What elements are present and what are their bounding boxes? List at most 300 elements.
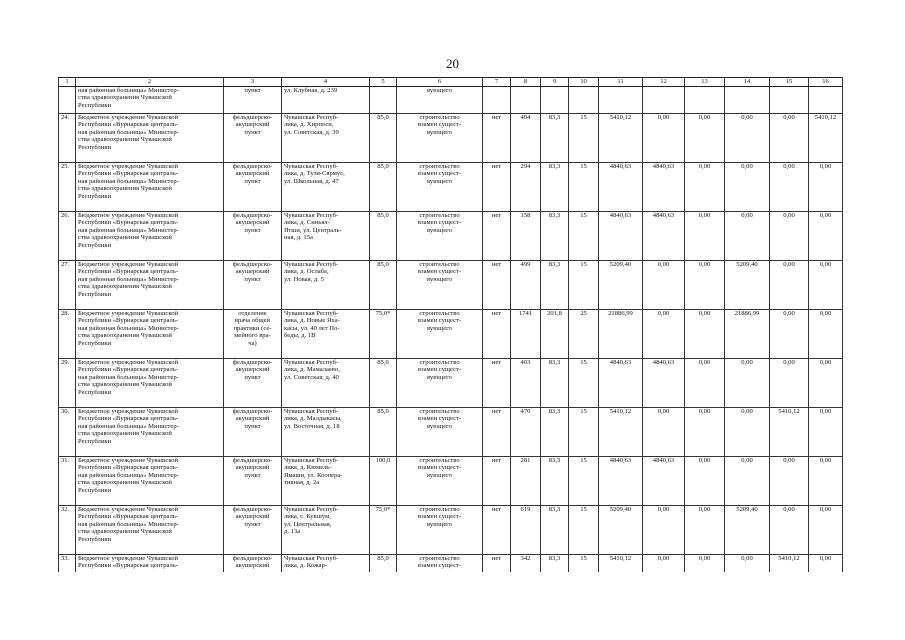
cost-col-15: 0,00 (770, 261, 809, 310)
work-type-line: взамен сущест- (417, 562, 462, 570)
work-type-line: строительство (419, 359, 460, 366)
cost-col-16: 0,00 (809, 457, 843, 506)
work-type (397, 359, 483, 408)
cost-col-16: 0,00 (809, 163, 843, 212)
organization-name-line: Республики «Вурнарская централь- (78, 317, 179, 325)
table-row (59, 506, 843, 555)
organization-name (76, 310, 224, 359)
organization-name (76, 408, 224, 457)
facility-type (224, 212, 282, 261)
years-value: 15 (569, 457, 599, 506)
wear-percent: 85,0 (370, 359, 397, 408)
work-type-line: вующего (427, 422, 452, 430)
facility-address-line: лика, д. Кюмель- (284, 464, 332, 472)
organization-name-line: ства здравоохранения Чувашской (78, 381, 172, 389)
organization-name-line: ная районная больница» Министер- (78, 373, 179, 381)
facility-type-line: мейного вра- (234, 332, 271, 340)
facility-type-line: акушерский (235, 513, 270, 521)
cost-col-16: 0,00 (809, 261, 843, 310)
years-value: 15 (569, 261, 599, 310)
facility-address-line: Чувашская Респуб- (284, 506, 339, 513)
work-type-line: взамен сущест- (417, 268, 462, 276)
table-body (59, 78, 843, 572)
organization-name-line: ная районная больница» Министер- (78, 275, 179, 283)
years-value: 15 (569, 212, 599, 261)
column-number-8: 8 (511, 78, 541, 87)
column-number-9: 9 (541, 78, 569, 87)
row-number: 28. (59, 310, 76, 359)
area-value: 83,3 (541, 359, 569, 408)
flag-value: нет (483, 310, 511, 359)
facility-type-line: врача общей (234, 317, 271, 325)
total-cost: 5209,40 (599, 261, 643, 310)
cost-col-15: 0,00 (770, 163, 809, 212)
cost-col-16: 0,00 (809, 310, 843, 359)
cost-col-16 (809, 87, 843, 114)
cost-col-15: 0,00 (770, 212, 809, 261)
facility-type (224, 408, 282, 457)
facility-type-line: пункт (244, 128, 261, 136)
organization-name-line: Республики «Вурнарская централь- (78, 464, 179, 472)
work-type-line: вующего (427, 128, 452, 136)
organization-name (76, 506, 224, 555)
area-value: 83,3 (541, 506, 569, 555)
facility-address-line: Чувашская Респуб- (284, 408, 339, 415)
organization-name-line: Бюджетное учреждение Чувашской (78, 212, 179, 219)
work-type (397, 310, 483, 359)
organization-name-line: ства здравоохранения Чувашской (78, 94, 172, 102)
facility-type-line: акушерский (235, 219, 270, 227)
work-type-line: строительство (419, 408, 460, 415)
work-type (397, 212, 483, 261)
row-number: 24. (59, 114, 76, 163)
cost-col-14: 0,00 (725, 212, 770, 261)
organization-name-line: Республики «Вурнарская централь- (78, 415, 179, 423)
column-number-6: 6 (397, 78, 483, 87)
wear-percent: 100,0 (370, 457, 397, 506)
facility-type-line: ча) (248, 339, 257, 347)
work-type-line: взамен сущест- (417, 513, 462, 521)
flag-value: нет (483, 457, 511, 506)
column-number-row (59, 78, 843, 87)
cost-col-16: 5410,12 (809, 114, 843, 163)
wear-percent: 85,0 (370, 114, 397, 163)
facility-type-line: фельдшерско- (232, 261, 273, 268)
organization-name-line: ная районная больница» Министер- (78, 471, 179, 479)
organization-name-line: Бюджетное учреждение Чувашской (78, 506, 179, 513)
facility-address (282, 408, 370, 457)
table-row (59, 261, 843, 310)
organization-name-line: Бюджетное учреждение Чувашской (78, 359, 179, 366)
facility-type-line: пункт (244, 275, 261, 283)
population-value: 499 (511, 261, 541, 310)
total-cost: 4840,63 (599, 212, 643, 261)
facility-address-line: лика, д. Синьял- (284, 219, 330, 227)
flag-value: нет (483, 114, 511, 163)
facility-address-line: ул. Новая, д. 5 (284, 275, 324, 283)
facility-address-line: тивная, д. 2а (284, 479, 320, 487)
facility-address-line: лика, д. Хирпоси, (284, 121, 334, 129)
organization-name-line: ная районная больница» Министер- (78, 128, 179, 136)
work-type (397, 506, 483, 555)
row-number: 30. (59, 408, 76, 457)
facility-address-line: Чувашская Респуб- (284, 310, 339, 317)
organization-name (76, 261, 224, 310)
population-value: 294 (511, 163, 541, 212)
facility-type-line: пункт (244, 422, 261, 430)
flag-value: нет (483, 506, 511, 555)
total-cost: 4840,63 (599, 359, 643, 408)
facility-type (224, 163, 282, 212)
table-row (59, 555, 843, 572)
total-cost: 21886,99 (599, 310, 643, 359)
years-value: 15 (569, 555, 599, 572)
organization-name-line: Республики (78, 101, 112, 109)
row-number: 32. (59, 506, 76, 555)
cost-col-13: 0,00 (685, 408, 725, 457)
table-row (59, 457, 843, 506)
work-type-line: вующего (427, 87, 452, 94)
cost-col-14: 0,00 (725, 359, 770, 408)
facility-address (282, 114, 370, 163)
column-number-4: 4 (282, 78, 370, 87)
cost-col-15 (770, 87, 809, 114)
population-value: 158 (511, 212, 541, 261)
cost-col-16: 0,00 (809, 408, 843, 457)
organization-name (76, 114, 224, 163)
organization-name (76, 359, 224, 408)
facility-address-line: беды, д. 1В (284, 332, 316, 340)
organization-name-line: Республики (78, 437, 112, 445)
cost-col-14: 0,00 (725, 457, 770, 506)
organization-name-line: Бюджетное учреждение Чувашской (78, 457, 179, 464)
cost-col-15: 5410,12 (770, 555, 809, 572)
flag-value (483, 87, 511, 114)
table-row (59, 87, 843, 114)
total-cost: 5410,12 (599, 408, 643, 457)
years-value: 15 (569, 359, 599, 408)
years-value: 15 (569, 163, 599, 212)
column-number-12: 12 (643, 78, 685, 87)
facility-address (282, 87, 370, 114)
total-cost: 4840,63 (599, 457, 643, 506)
facility-type-line: фельдшерско- (232, 212, 273, 219)
facility-type-line: акушерский (235, 415, 270, 423)
cost-col-16: 0,00 (809, 359, 843, 408)
work-type-line: вующего (427, 226, 452, 234)
facility-address-line: ул. Центральная, (284, 520, 332, 528)
facility-type-line: пункт (244, 520, 261, 528)
facility-type-line: пункт (244, 87, 261, 94)
organization-name-line: ства здравоохранения Чувашской (78, 528, 172, 536)
facility-type (224, 310, 282, 359)
facility-address-line: ул. Восточная, д. 18 (284, 422, 340, 430)
total-cost: 4840,63 (599, 163, 643, 212)
wear-percent: 85,0 (370, 555, 397, 572)
cost-col-13: 0,00 (685, 359, 725, 408)
facility-address-line: Чувашская Респуб- (284, 163, 339, 170)
wear-percent: 85,0 (370, 212, 397, 261)
cost-col-13: 0,00 (685, 506, 725, 555)
cost-col-14: 5209,40 (725, 506, 770, 555)
organization-name-line: Республики (78, 388, 112, 396)
cost-col-13: 0,00 (685, 261, 725, 310)
row-number (59, 87, 76, 114)
facility-address-line: Ямаши, ул. Коопера- (284, 471, 343, 479)
years-value (569, 87, 599, 114)
column-number-5: 5 (370, 78, 397, 87)
facility-type (224, 555, 282, 572)
facility-type-line: фельдшерско- (232, 555, 273, 562)
facility-type (224, 261, 282, 310)
organization-name-line: Бюджетное учреждение Чувашской (78, 408, 179, 415)
work-type-line: строительство (419, 163, 460, 170)
total-cost (599, 87, 643, 114)
cost-col-12: 0,00 (643, 408, 685, 457)
population-value (511, 87, 541, 114)
work-type (397, 261, 483, 310)
cost-col-13: 0,00 (685, 114, 725, 163)
facility-address (282, 261, 370, 310)
cost-col-14: 0,00 (725, 114, 770, 163)
total-cost: 5410,12 (599, 114, 643, 163)
organization-name-line: ная районная больница» Министер- (78, 422, 179, 430)
cost-col-15: 0,00 (770, 359, 809, 408)
cost-col-14: 0,00 (725, 163, 770, 212)
work-type-line: взамен сущест- (417, 219, 462, 227)
organization-name-line: Республики «Вурнарская централь- (78, 219, 179, 227)
cost-col-15: 0,00 (770, 457, 809, 506)
column-number-15: 15 (770, 78, 809, 87)
facility-type-line: фельдшерско- (232, 506, 273, 513)
cost-col-12: 0,00 (643, 555, 685, 572)
column-number-2: 2 (76, 78, 224, 87)
work-type (397, 163, 483, 212)
facility-type-line: акушерский (235, 562, 270, 570)
organization-name-line: Республики «Вурнарская централь- (78, 268, 179, 276)
total-cost: 5410,12 (599, 555, 643, 572)
column-number-13: 13 (685, 78, 725, 87)
facility-type-line: пункт (244, 226, 261, 234)
cost-col-15: 0,00 (770, 506, 809, 555)
facility-address-line: Чувашская Респуб- (284, 555, 339, 562)
organization-name-line: Республики (78, 290, 112, 298)
table-row (59, 359, 843, 408)
organization-name-line: ная районная больница» Министер- (78, 520, 179, 528)
cost-col-12: 0,00 (643, 310, 685, 359)
flag-value: нет (483, 163, 511, 212)
cost-col-13: 0,00 (685, 212, 725, 261)
flag-value: нет (483, 359, 511, 408)
area-value: 83,3 (541, 261, 569, 310)
facility-type-line: фельдшерско- (232, 359, 273, 366)
facility-type-line: пункт (244, 177, 261, 185)
column-number-1: 1 (59, 78, 76, 87)
facility-type-line: акушерский (235, 170, 270, 178)
organization-name-line: Республики «Вурнарская централь- (78, 121, 179, 129)
organization-name-line: Республики (78, 192, 112, 200)
facility-type (224, 87, 282, 114)
work-type-line: вующего (427, 520, 452, 528)
cost-col-12 (643, 87, 685, 114)
work-type (397, 87, 483, 114)
organization-name-line: Республики (78, 241, 112, 249)
work-type-line: строительство (419, 261, 460, 268)
facility-address-line: Чувашская Респуб- (284, 457, 339, 464)
facility-address-line: Ятши, ул. Централь- (284, 226, 342, 234)
column-number-10: 10 (569, 78, 599, 87)
row-number: 31. (59, 457, 76, 506)
work-type-line: взамен сущест- (417, 317, 462, 325)
area-value (541, 87, 569, 114)
facility-address (282, 506, 370, 555)
row-number: 26. (59, 212, 76, 261)
facility-type-line: фельдшерско- (232, 114, 273, 121)
cost-col-14: 21886,99 (725, 310, 770, 359)
work-type (397, 114, 483, 163)
page-number: 20 (446, 56, 459, 71)
facility-type-line: акушерский (235, 366, 270, 374)
flag-value: нет (483, 212, 511, 261)
work-type-line: вующего (427, 177, 452, 185)
organization-name-line: ная районная больница» Министер- (78, 324, 179, 332)
organization-name-line: Бюджетное учреждение Чувашской (78, 163, 179, 170)
facility-type-line: практики (се- (233, 324, 272, 332)
cost-col-15: 0,00 (770, 310, 809, 359)
row-number: 33. (59, 555, 76, 572)
area-value: 83,3 (541, 555, 569, 572)
facility-address-line: Чувашская Респуб- (284, 114, 339, 121)
organization-name-line: ная районная больница» Министер- (78, 177, 179, 185)
work-type-line: строительство (419, 506, 460, 513)
facility-address-line: лика, д. Ослаба, (284, 268, 329, 276)
population-value: 404 (511, 114, 541, 163)
work-type-line: строительство (419, 555, 460, 562)
flag-value: нет (483, 555, 511, 572)
facility-address-line: лика, д. Тузи-Сярмус, (284, 170, 345, 178)
facility-register-table (58, 77, 843, 572)
table-row (59, 163, 843, 212)
years-value: 15 (569, 506, 599, 555)
organization-name-line: Республики (78, 486, 112, 494)
facility-type-line: фельдшерско- (232, 163, 273, 170)
facility-address-line: ная, д. 15а (284, 234, 313, 242)
facility-type-line: акушерский (235, 121, 270, 129)
facility-type (224, 506, 282, 555)
organization-name (76, 163, 224, 212)
work-type (397, 555, 483, 572)
population-value: 403 (511, 359, 541, 408)
cost-col-16: 0,00 (809, 555, 843, 572)
area-value: 83,3 (541, 212, 569, 261)
facility-type-line: пункт (244, 373, 261, 381)
cost-col-16: 0,00 (809, 506, 843, 555)
facility-type-line: пункт (244, 471, 261, 479)
work-type-line: строительство (419, 114, 460, 121)
area-value: 83,3 (541, 114, 569, 163)
column-number-14: 14 (725, 78, 770, 87)
population-value: 342 (511, 555, 541, 572)
facility-address (282, 310, 370, 359)
work-type-line: взамен сущест- (417, 121, 462, 129)
organization-name (76, 87, 224, 114)
work-type-line: взамен сущест- (417, 170, 462, 178)
facility-type-line: отделение (238, 310, 267, 317)
organization-name-line: Республики (78, 535, 112, 543)
organization-name (76, 212, 224, 261)
organization-name-line: ства здравоохранения Чувашской (78, 430, 172, 438)
population-value: 619 (511, 506, 541, 555)
wear-percent: 85,0 (370, 261, 397, 310)
cost-col-12: 0,00 (643, 261, 685, 310)
work-type-line: строительство (419, 212, 460, 219)
flag-value: нет (483, 261, 511, 310)
total-cost: 5209,40 (599, 506, 643, 555)
population-value: 1741 (511, 310, 541, 359)
facility-address-line: касы, ул. 40 лет По- (284, 324, 340, 332)
table-row (59, 408, 843, 457)
work-type-line: взамен сущест- (417, 415, 462, 423)
years-value: 25 (569, 310, 599, 359)
facility-type-line: акушерский (235, 464, 270, 472)
table-row (59, 310, 843, 359)
organization-name-line: Бюджетное учреждение Чувашской (78, 114, 179, 121)
cost-col-16: 0,00 (809, 212, 843, 261)
facility-address (282, 555, 370, 572)
organization-name-line: ная районная больница» Министер- (78, 87, 179, 94)
facility-type-line: фельдшерско- (232, 457, 273, 464)
column-number-3: 3 (224, 78, 282, 87)
population-value: 470 (511, 408, 541, 457)
cost-col-14: 0,00 (725, 408, 770, 457)
organization-name-line: Республики «Вурнарская централь- (78, 170, 179, 178)
wear-percent: 85,0 (370, 163, 397, 212)
work-type-line: вующего (427, 275, 452, 283)
years-value: 15 (569, 114, 599, 163)
area-value: 201,8 (541, 310, 569, 359)
column-number-16: 16 (809, 78, 843, 87)
organization-name-line: Республики (78, 339, 112, 347)
facility-type-line: акушерский (235, 268, 270, 276)
organization-name (76, 555, 224, 572)
facility-address-line: лика, д. Мамалаево, (284, 366, 340, 374)
table-row (59, 212, 843, 261)
organization-name-line: ная районная больница» Министер- (78, 226, 179, 234)
wear-percent: 75,0* (370, 310, 397, 359)
facility-address-line: лика, д. Малдыкасы, (284, 415, 342, 423)
organization-name (76, 457, 224, 506)
work-type (397, 457, 483, 506)
work-type-line: взамен сущест- (417, 464, 462, 472)
facility-address-line: ул. Советская, д. 40 (284, 373, 339, 381)
cost-col-12: 4840,63 (643, 457, 685, 506)
work-type-line: вующего (427, 373, 452, 381)
work-type-line: взамен сущест- (417, 366, 462, 374)
cost-col-13 (685, 87, 725, 114)
facility-type (224, 114, 282, 163)
table-row (59, 114, 843, 163)
cost-col-13: 0,00 (685, 310, 725, 359)
cost-col-12: 0,00 (643, 114, 685, 163)
area-value: 83,3 (541, 457, 569, 506)
organization-name-line: Республики «Вурнарская централь- (78, 513, 179, 521)
facility-address-line: лика, д. Кожар- (284, 562, 327, 570)
cost-col-13: 0,00 (685, 457, 725, 506)
row-number: 25. (59, 163, 76, 212)
column-number-7: 7 (483, 78, 511, 87)
cost-col-13: 0,00 (685, 163, 725, 212)
cost-col-12: 4840,63 (643, 163, 685, 212)
